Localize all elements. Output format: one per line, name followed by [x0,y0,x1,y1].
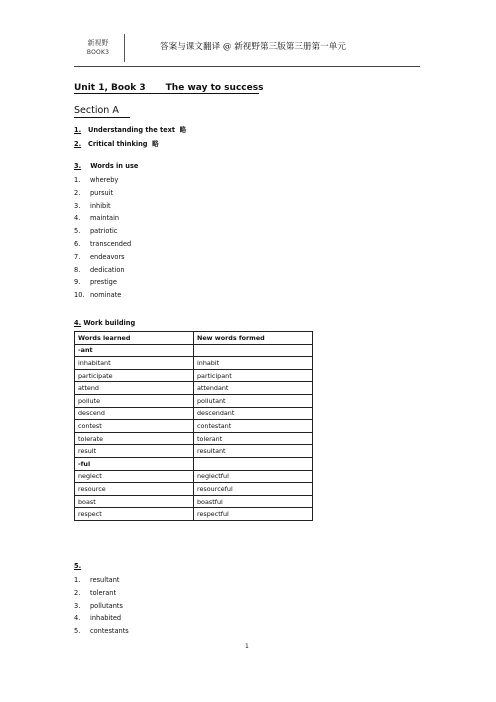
list-item: 2. pursuit [74,188,114,197]
item1-note: 略 [179,126,187,134]
list-item: 3. inhibit [74,201,111,210]
unit-label: Unit 1, Book 3 [74,83,146,93]
list-item: 4. inhabited [74,614,122,623]
item2-label: Critical thinking [87,140,148,148]
exercise-5-list [74,574,129,638]
list-item: 8. dedication [74,265,125,274]
table-header-row [75,332,313,345]
list-item: 1. whereby [74,176,119,184]
list-item: 1. resultant [74,576,120,584]
table-row: respect respectful [75,508,313,521]
unit-subtitle: The way to success [165,83,264,93]
list-item: 6. transcended [74,239,132,248]
header-logo-cn: 新视野 [87,39,109,47]
item4-number: 4. [74,319,82,327]
table-row: result resultant [75,445,313,458]
list-item: 7. endeavors [74,252,125,261]
item2-number: 2. [74,140,82,148]
table-row: tolerate tolerant [75,432,313,445]
table-row: attend attendant [75,382,313,395]
item3-label: Words in use [90,162,139,170]
list-item: 5. patriotic [74,227,118,236]
section-a-underline [74,117,130,118]
table-row: contest contestant [75,420,313,433]
header-logo [74,38,122,57]
words-in-use-list [74,174,131,302]
list-item: 9. prestige [74,278,117,287]
item-critical-thinking [74,138,159,148]
item3-number: 3. [74,162,82,170]
table-row: neglect neglectful [75,470,313,483]
item2-note: 略 [152,140,159,148]
table-header-cell: Words learned [75,332,194,345]
item-words-in-use [74,162,138,170]
item1-number: 1. [74,126,82,134]
list-item: 3. pollutants [74,601,123,610]
list-item: 2. tolerant [74,588,117,597]
list-item: 10. nominate [74,291,122,300]
table-row: descend descendant [75,407,313,420]
section-a-title: Section A [74,105,119,116]
item-understanding-text [74,124,186,134]
table-row: -ant [75,344,313,357]
list-item: 5. contestants [74,627,129,636]
header-divider [124,34,125,62]
unit-title-underline [74,93,259,94]
header-rule [74,66,420,67]
item1-label: Understanding the text [87,126,176,134]
table-header-cell: New words formed [194,332,313,345]
unit-title [74,83,263,93]
exercise-5-title [74,562,81,570]
item5-number: 5. [74,562,82,570]
header-title: 答案与课文翻译 @ 新视野第三版第三册第一单元 [160,42,346,52]
table-row: resource resourceful [75,483,313,496]
table-row: pollute pollutant [75,394,313,407]
page-number: 1 [245,643,249,650]
table-row: inhabitant inhabit [75,357,313,370]
table-row: participate participant [75,369,313,382]
table-row: boast boastful [75,495,313,508]
header-logo-en: BOOK3 [86,49,110,56]
table-row: -ful [75,457,313,470]
list-item: 4. maintain [74,214,120,223]
word-building-title [74,319,135,327]
word-building-table [74,331,313,521]
item4-label: Work building [83,319,136,327]
